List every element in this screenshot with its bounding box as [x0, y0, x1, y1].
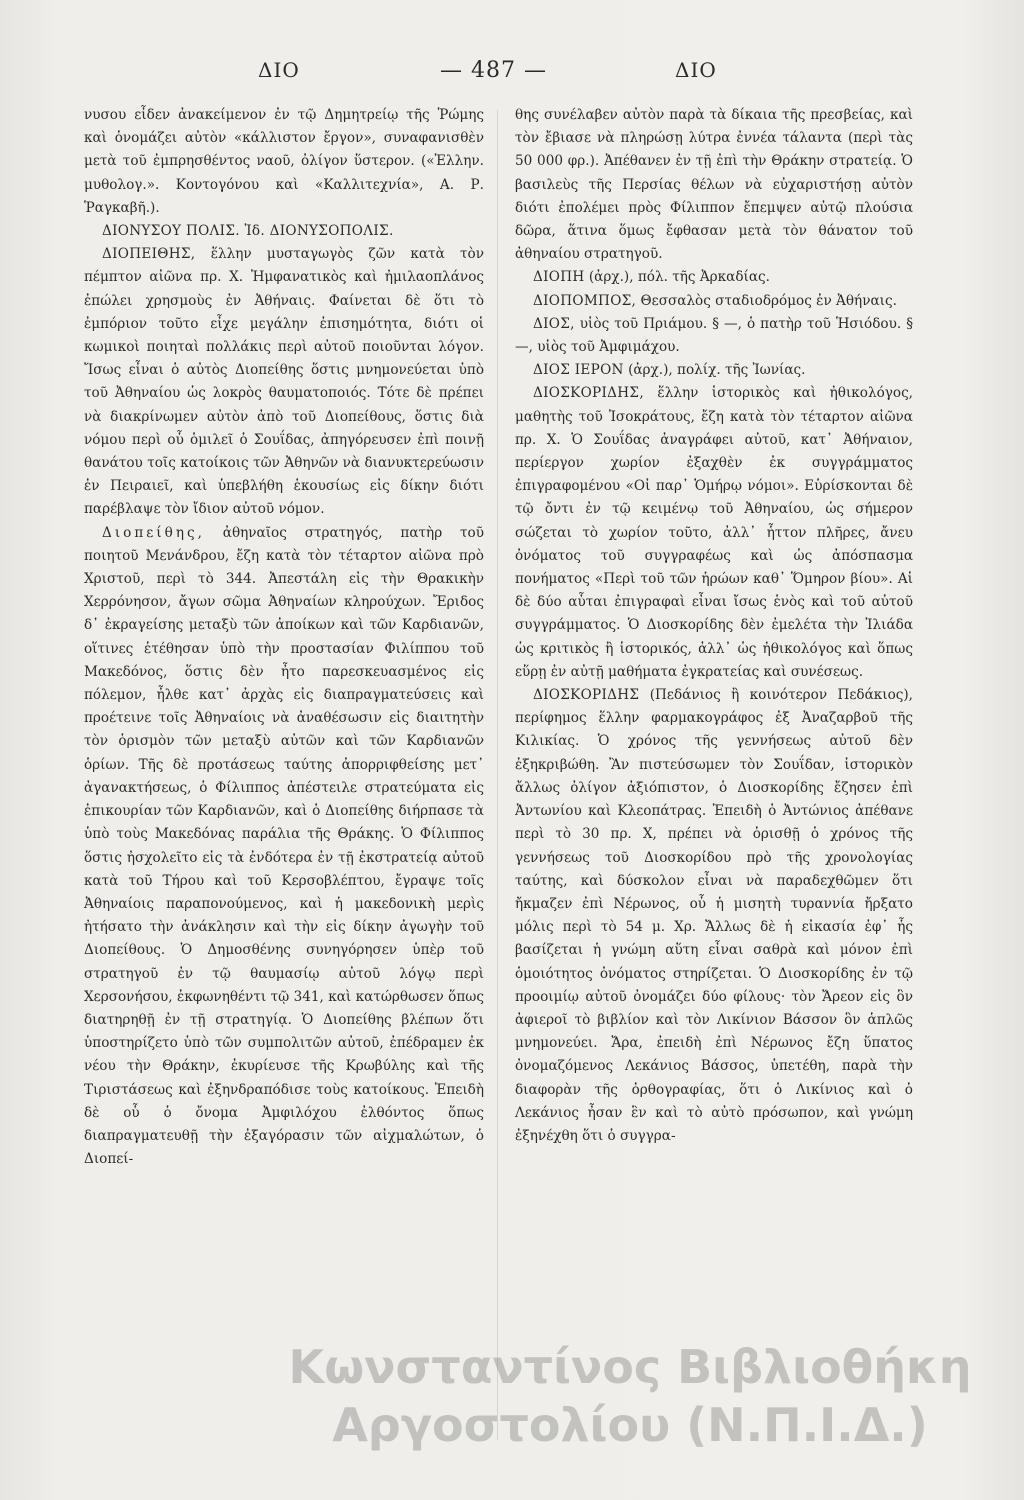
- column-divider: [497, 110, 498, 1440]
- page-number: — 487 —: [440, 58, 547, 83]
- entry-text: Θεσσαλὸς σταδιοδρόμος ἐν Ἀθήναις.: [640, 292, 897, 309]
- entry-text: ἕλλην ἱστορικὸς καὶ ἠθικολόγος, μαθητὴς τοῦ Ἰσοκράτους, ἔζη κατὰ τὸν τέταρτον αἰῶνα πρ. Χ. Ὁ Σουΐδας ἀναγράφει αὐτοῦ, κατ᾽ Ἀθήναιον, περίεργον χωρίον ἐξαχθὲν ἐκ συγγράμματος ἐπιγραφομένου «Οἱ παρ᾽ Ὁμήρῳ νόμοι». Εὑρίσκονται δὲ τῷ ὄντι ἐν τῷ κειμένῳ τοῦ Ἀθηναίου, ὡς σήμερον σώζεται τὸ χωρίον τοῦτο, ἀλλ᾽ ἧττον πλῆρες, ἄνευ ὀνόματος τοῦ συγγραφέως καὶ ὡς ἀπόσπασμα πονήματος «Περὶ τοῦ τῶν ἡρώων καθ᾽ Ὅμηρον βίου». Αἱ δὲ δύο αὗται ἐπιγραφαὶ εἶναι ἴσως ἑνὸς καὶ τοῦ αὐτοῦ συγγράμματος. Ὁ Διοσκορίδης δὲν ἐμελέτα τὴν Ἰλιάδα ὡς κριτικὸς ἢ ἱστορικός, ἀλλ᾽ ὡς ἠθικολόγος καὶ ὅπως εὕρῃ ἐν αὐτῇ μαθήματα ἐγκρατείας καὶ συνέσεως.: [515, 385, 913, 680]
- entry-diopeithes-2: [84, 522, 484, 1172]
- library-watermark: [270, 1340, 990, 1500]
- entry-diopompos: [515, 290, 913, 313]
- header-left-word: ΔΙΟ: [258, 58, 300, 82]
- entry-dios: [515, 313, 913, 359]
- entry-text: υἱὸς τοῦ Πριάμου. § —, ὁ πατὴρ τοῦ Ἡσιόδου. § —, υἱὸς τοῦ Ἀμφιμάχου.: [515, 315, 913, 356]
- header-right-word: ΔΙΟ: [675, 58, 717, 82]
- entry-dioskorides-2: [515, 684, 913, 1148]
- entry-diope: [515, 266, 913, 289]
- entry-headword: ΔΙΟΠΟΜΠΟΣ,: [533, 292, 637, 309]
- running-header: [80, 58, 940, 92]
- entry-headword: ΔΙΟΣ ΙΕΡΟΝ: [533, 362, 624, 379]
- entry-dios-ieron: [515, 359, 913, 382]
- entry-headword: ΔΙΟΣΚΟΡΙΔΗΣ,: [533, 385, 644, 402]
- entry-text: ἕλλην μυσταγωγὸς ζῶν κατὰ τὸν πέμπτον αἰῶνα πρ. Χ. Ἠμφανατικὸς καὶ ἠμιλαοπλάνος ἐπώλει χρησμοὺς ἐν Ἀθήναις. Φαίνεται δὲ ὅτι τὸ ἐμπόριον τοῦτο εἶχε μεγάλην ἐπισημότητα, διότι οἱ κωμικοὶ ποιηταὶ πολλάκις περὶ αὐτοῦ ποιοῦνται λόγον. Ἴσως εἶναι ὁ αὐτὸς Διοπείθης ὅστις μνημονεύεται ὑπὸ τοῦ Ἀθηναίου ὡς λοκρὸς θαυματοποιός. Τότε δὲ πρέπει νὰ διακρίνωμεν αὐτὸν ἀπὸ τοῦ Διοπείθους, ὅστις διὰ νόμου περὶ οὗ ὁμιλεῖ ὁ Σουΐδας, ἀπηγόρευσεν ἐπὶ ποινῇ θανάτου τοῖς κατοίκοις τῶν Ἀθηνῶν νὰ διανυκτερεύωσιν ἐν Πειραιεῖ, καὶ ὑπεβλήθη ἑκουσίως εἰς δίκην διότι παρέβλαψε τὸν ἴδιον αὐτοῦ νόμον.: [84, 246, 484, 518]
- entry-continuation: θης συνέλαβεν αὐτὸν παρὰ τὰ δίκαια τῆς πρεσβείας, καὶ τὸν ἔβιασε νὰ πληρώσῃ λύτρα ἐννέα τάλαντα (περὶ τὰς 50 000 φρ.). Ἀπέθανεν ἐν τῇ ἐπὶ τὴν Θράκην στρατείᾳ. Ὁ βασιλεὺς τῆς Περσίας θέλων νὰ εὐχαριστήσῃ αὐτὸν διότι ἐπολέμει πρὸς Φίλιππον ἔπεμψεν αὐτῷ πλούσια δῶρα, ἅτινα ὅμως ἔφθασαν μετὰ τὸν θάνατον τοῦ ἀθηναίου στρατηγοῦ.: [515, 107, 913, 263]
- entry-text: (ἀρχ.), πόλ. τῆς Ἀρκαδίας.: [588, 269, 770, 286]
- watermark-line-2: Αργοστολίου (Ν.Π.Ι.Δ.): [332, 1398, 928, 1452]
- entry-headword: Διοπείθης,: [102, 524, 205, 541]
- entry-headword: ΔΙΟΣ,: [533, 315, 575, 332]
- entry-text: ἀθηναῖος στρατηγός, πατὴρ τοῦ ποιητοῦ Μενάνδρου, ἔζη κατὰ τὸν τέταρτον αἰῶνα πρὸ Χριστοῦ, περὶ τὸ 344. Ἀπεστάλη εἰς τὴν Θρακικὴν Χερρόνησον, ἄγων σῶμα Ἀθηναίων κληρούχων. Ἔριδος δ᾽ ἐκραγείσης μεταξὺ τῶν ἀποίκων καὶ τῶν Καρδιανῶν, οἵτινες ἐτέθησαν ὑπὸ τὴν προστασίαν Φιλίππου τοῦ Μακεδόνος, ὅστις δὲν ἦτο παρεσκευασμένος εἰς πόλεμον, ἦλθε κατ᾽ ἀρχὰς εἰς διαπραγματεύσεις καὶ προέτεινε τοῖς Ἀθηναίοις νὰ ἀναθέσωσιν εἰς διαιτητὴν τὸν ὁρισμὸν τῶν μεταξὺ αὐτῶν καὶ τῶν Καρδιανῶν ὁρίων. Τῆς δὲ προτάσεως ταύτης ἀπορριφθείσης μετ᾽ ἀγανακτήσεως, ὁ Φίλιππος ἀπέστειλε στρατεύματα εἰς ἐπικουρίαν τῶν Καρδιανῶν, καὶ ὁ Διοπείθης διήρπασε τὰ ὑπὸ τοὺς Μακεδόνας παράλια τῆς Θράκης. Ὁ Φίλιππος ὅστις ἠσχολεῖτο εἰς τὰ ἐνδότερα ἐν τῇ ἐκστρατείᾳ αὐτοῦ κατὰ τοῦ Τήρου καὶ τοῦ Κερσοβλέπτου, ἔγραψε τοῖς Ἀθηναίοις παραπονούμενος, καὶ ἡ μακεδονικὴ μερὶς ἠτήσατο τὴν ἀνάκλησιν καὶ τὴν εἰς δίκην ἀγωγὴν τοῦ Διοπείθους. Ὁ Δημοσθένης συνηγόρησεν ὑπὲρ τοῦ στρατηγοῦ ἐν τῷ θαυμασίῳ αὐτοῦ λόγῳ περὶ Χερσονήσου, ἐκφωνηθέντι τῷ 341, καὶ κατώρθωσεν ὅπως διατηρηθῇ ἐν τῇ στρατηγίᾳ. Ὁ Διοπείθης βλέπων ὅτι ὑποστηρίζετο ὑπὸ τῶν συμπολιτῶν αὐτοῦ, ἐπέδραμεν ἐκ νέου τὴν Θράκην, ἐκυρίευσε τῆς Κρωβύλης καὶ τῆς Τιριστάσεως καὶ ἐξηνδραπόδισε τοὺς κατοίκους. Ἐπειδὴ δὲ οὗ ὁ ὄνομα Ἀμφιλόχου ἐλθόντος ὅπως διαπραγματευθῇ τὴν ἐξαγόρασιν τῶν αἰχμαλώτων, ὁ Διοπεί-: [84, 524, 484, 1168]
- right-column: [515, 104, 913, 1148]
- entry-continuation: νυσου εἶδεν ἀνακείμενον ἐν τῷ Δημητρείῳ τῆς Ῥώμης καὶ ὀνομάζει αὐτὸν «κάλλιστον ἔργον», συναφανισθὲν μετὰ τοῦ ἐμπρησθέντος ναοῦ, ὀλίγον ὕστερον. («Ἑλλην. μυθολογ.». Κοντογόνου καὶ «Καλλιτεχνία», Α. Ρ. Ῥαγκαβῆ.).: [84, 107, 484, 216]
- entry-text: (ἀρχ.), πολίχ. τῆς Ἰωνίας.: [628, 362, 806, 379]
- entry-headword: ΔΙΟΣΚΟΡΙΔΗΣ: [533, 687, 640, 704]
- entry-text: (Πεδάνιος ἢ κοινότερον Πεδάκιος), περίφημος ἕλλην φαρμακογράφος ἐξ Ἀναζαρβοῦ τῆς Κιλικίας. Ὁ χρόνος τῆς γεννήσεως αὐτοῦ δὲν ἐξηκριβώθη. Ἂν πιστεύσωμεν τὸν Σουΐδαν, ἱστορικὸν ἄλλως ὀλίγον ἀξιόπιστον, ὁ Διοσκορίδης ἔζησεν ἐπὶ Ἀντωνίου καὶ Κλεοπάτρας. Ἐπειδὴ ὁ Ἀντώνιος ἀπέθανε περὶ τὸ 30 πρ. Χ, πρέπει νὰ ὁρισθῇ ὁ χρόνος τῆς γεννήσεως τοῦ Διοσκορίδου πρὸ τῆς χρονολογίας ταύτης, καὶ δύσκολον εἶναι νὰ παραδεχθῶμεν ὅτι ἤκμαζεν ἐπὶ Νέρωνος, οὗ ἡ μισητὴ τυραννία ἤρξατο μόλις περὶ τὸ 54 μ. Χρ. Ἄλλως δὲ ἡ εἰκασία ἐφ᾽ ἧς βασίζεται ἡ γνώμη αὕτη εἶναι σαθρὰ καὶ μόνον ἐπὶ ὁμοιότητος ὀνόματος στηρίζεται. Ὁ Διοσκορίδης ἐν τῷ προοιμίῳ αὐτοῦ ὀνομάζει δύο φίλους· τὸν Ἄρεον εἰς ὃν ἀφιεροῖ τὸ βιβλίον καὶ τὸν Λικίνιον Βάσσον ὃν ἁπλῶς μνημονεύει. Ἄρα, ἐπειδὴ ἐπὶ Νέρωνος ἔζη ὕπατος ὀνομαζόμενος Λεκάνιος Βάσσος, ὑπετέθη, παρὰ τὴν διαφορὰν τῆς ὀρθογραφίας, ὅτι ὁ Λικίνιος καὶ ὁ Λεκάνιος ἦσαν ἓν καὶ τὸ αὐτὸ πρόσωπον, καὶ γνώμη ἐξηνέχθη ὅτι ὁ συγγρα-: [515, 687, 913, 1144]
- entry-dioskorides-1: [515, 382, 913, 684]
- entry-headword: ΔΙΟΠΗ: [533, 269, 585, 286]
- entry-dionysou-polis: ΔΙΟΝΥΣΟΥ ΠΟΛΙΣ. Ἰδ. ΔΙΟΝΥΣΟΠΟΛΙΣ.: [102, 223, 394, 240]
- entry-diopeithes-1: [84, 243, 484, 521]
- left-column: [84, 104, 484, 1171]
- watermark-line-1: Κωνσταντίνος Βιβλιοθήκη: [288, 1340, 972, 1394]
- entry-headword: ΔΙΟΠΕΙΘΗΣ,: [102, 246, 196, 263]
